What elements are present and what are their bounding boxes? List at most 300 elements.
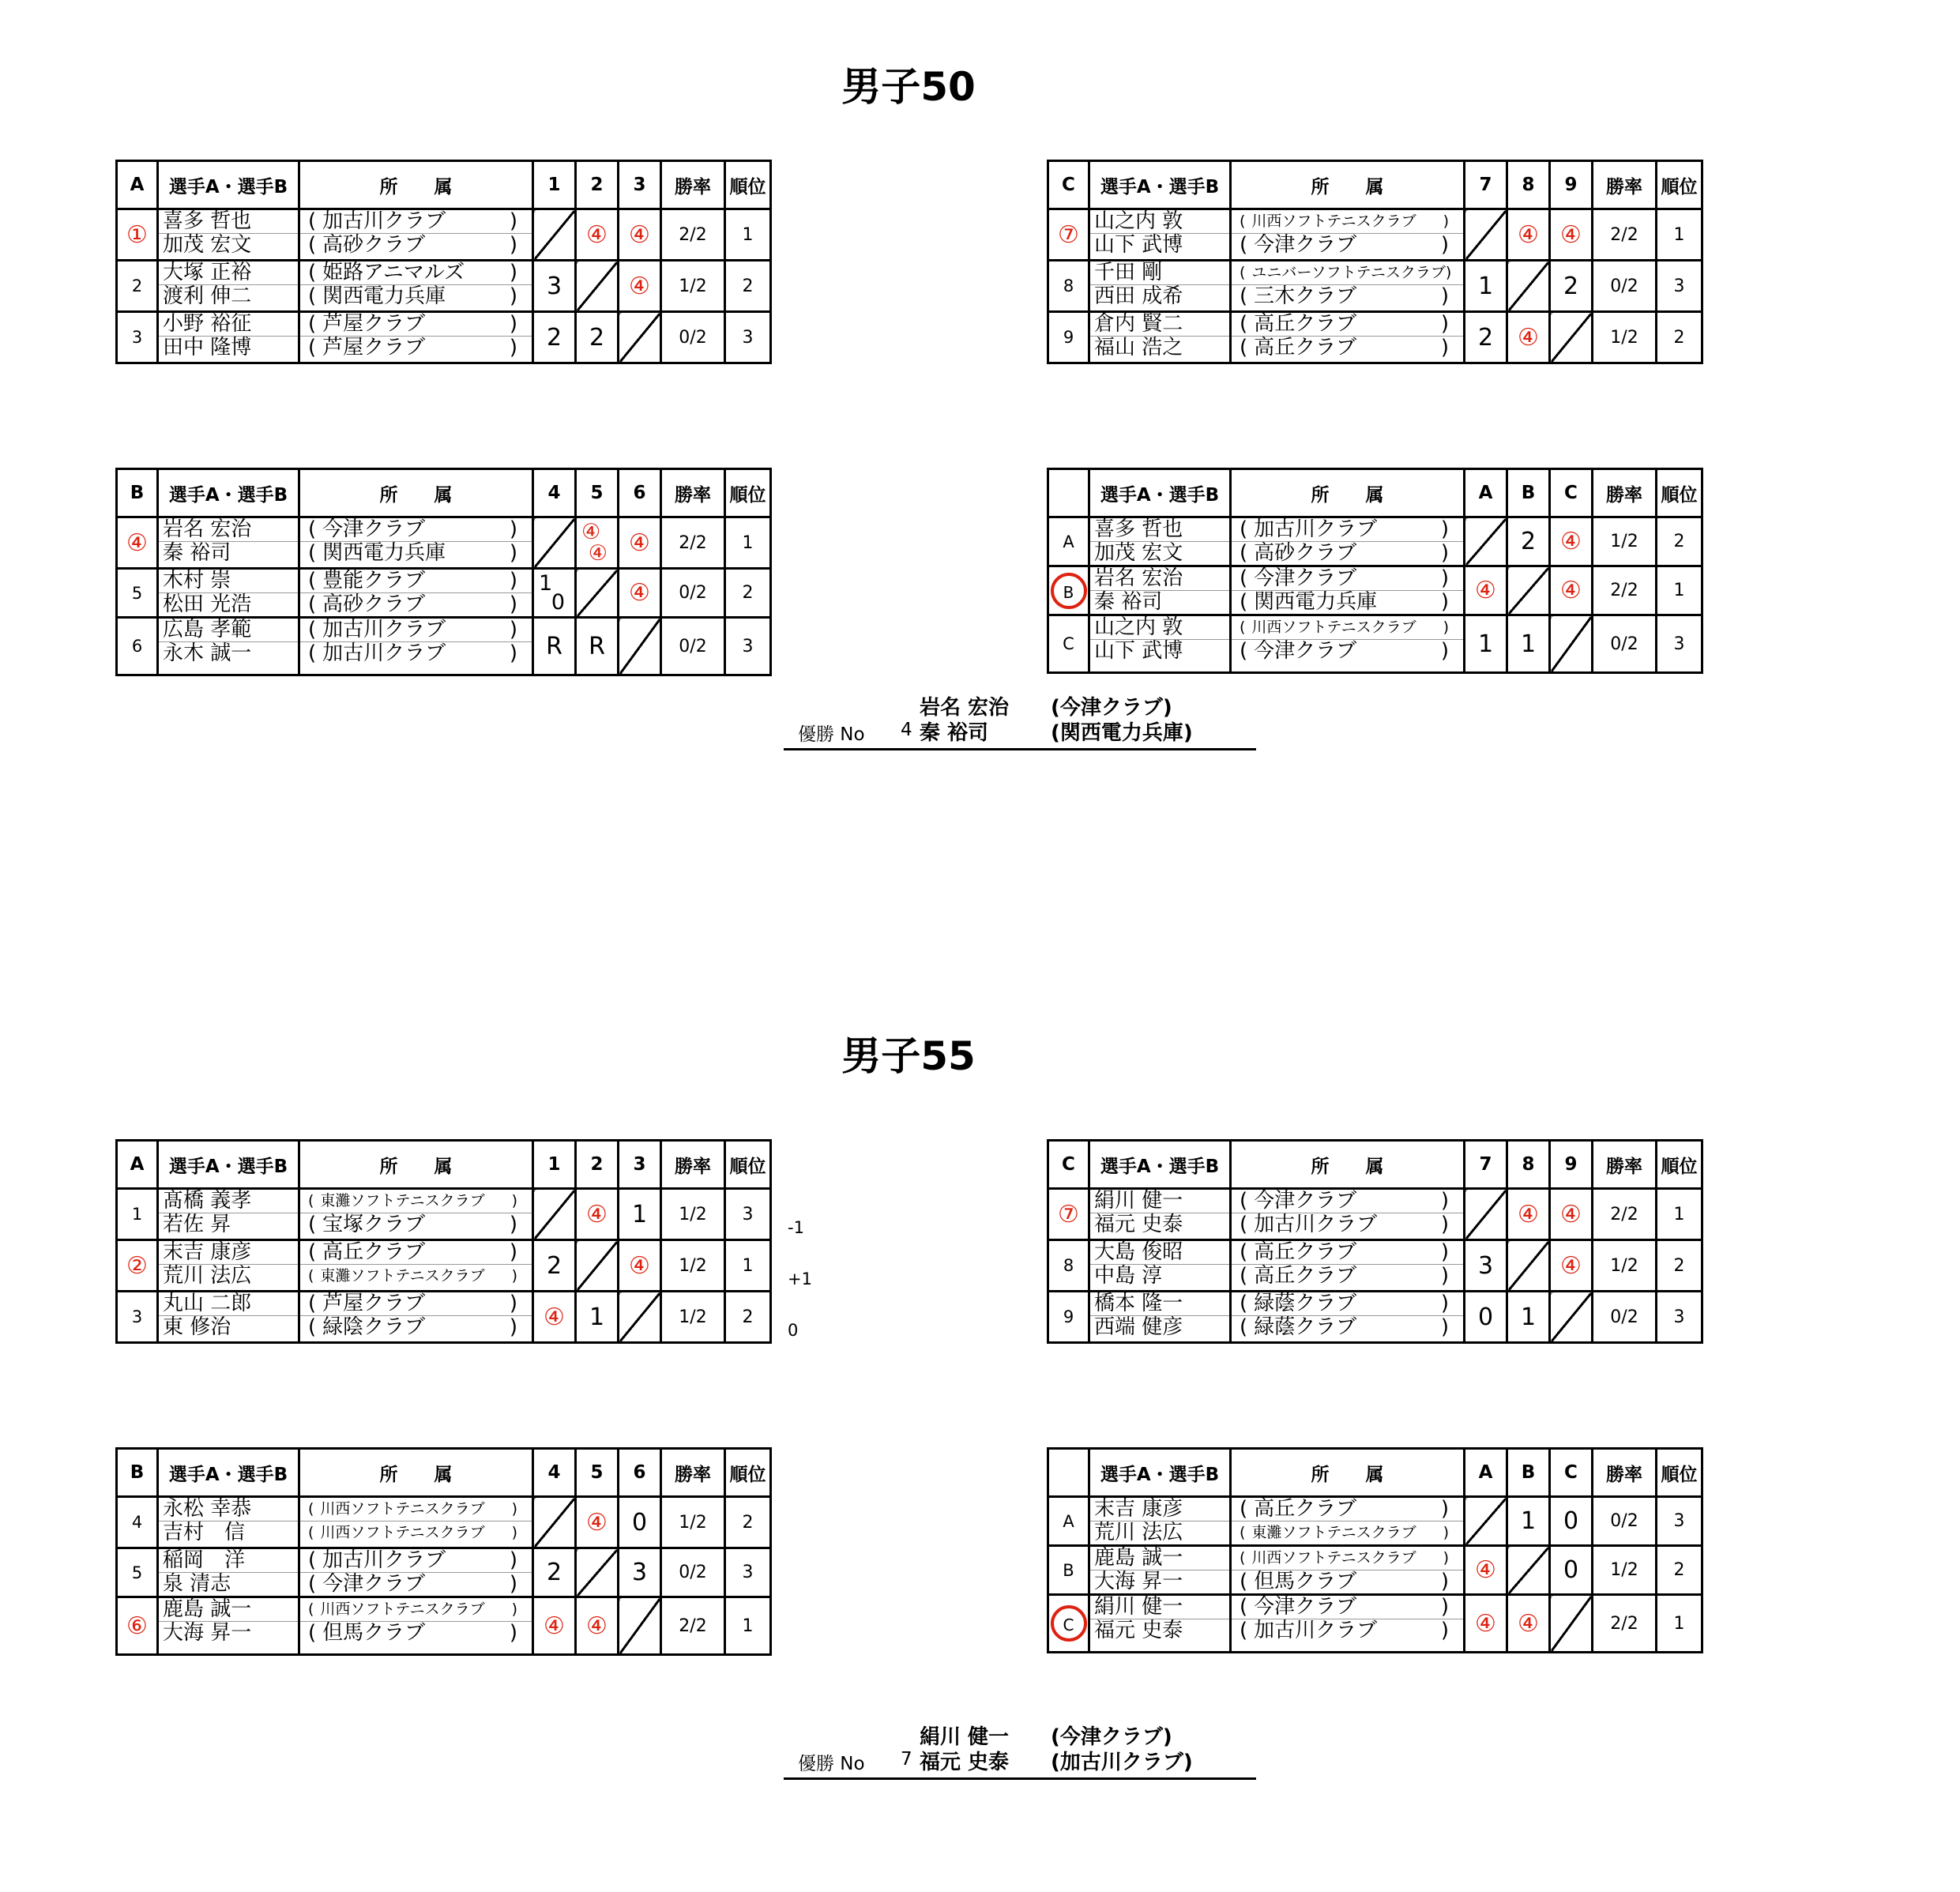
adjust-note: 0	[788, 1321, 799, 1340]
paren-open: (	[1240, 567, 1248, 590]
winner-line	[784, 1721, 1256, 1780]
paren-open: (	[308, 1500, 314, 1518]
paren-close: )	[511, 1500, 517, 1518]
game-score: 1	[1477, 272, 1494, 300]
players-cell	[158, 517, 299, 569]
paren-open: (	[308, 1524, 314, 1541]
game-score: ④	[1560, 577, 1582, 604]
score-cell	[619, 1497, 661, 1548]
club-line	[1232, 285, 1463, 308]
score-cell	[619, 1240, 661, 1292]
self-match-cell	[1507, 261, 1550, 312]
paren-close: )	[509, 642, 517, 665]
header-cell	[1048, 1449, 1089, 1497]
club-line	[1232, 518, 1463, 542]
player-b: 西田 成希	[1094, 285, 1183, 308]
paren-open: (	[308, 1549, 317, 1572]
entry-id-label: ⑦	[1058, 1200, 1079, 1228]
winner-club-a: (今津クラブ)	[1051, 696, 1172, 720]
self-match-cell	[533, 1189, 576, 1240]
win-rate: 0/2	[1593, 1292, 1657, 1343]
club-line	[300, 518, 532, 542]
header-cell: 所 属	[299, 469, 533, 517]
club-line	[1232, 1570, 1463, 1593]
players-cell	[1089, 312, 1231, 363]
club-line	[300, 1213, 532, 1236]
rank: 2	[1657, 312, 1702, 363]
player-a: 倉内 賢二	[1090, 313, 1229, 337]
rank: 1	[1657, 566, 1702, 615]
players-cell	[158, 618, 299, 675]
club-line	[1232, 1241, 1463, 1265]
paren-open: (	[1240, 1213, 1248, 1236]
header-cell: 勝率	[1593, 161, 1657, 209]
score-cell	[1465, 261, 1507, 312]
win-rate: 1/2	[661, 261, 725, 312]
paren-open: (	[1240, 264, 1246, 281]
paren-open: (	[1240, 213, 1246, 230]
paren-close: )	[1440, 542, 1449, 565]
club-cell	[299, 209, 533, 261]
game-score: 3	[631, 1559, 648, 1586]
section-title: 男子50	[841, 64, 976, 110]
win-rate: 0/2	[661, 312, 725, 363]
game-score: 0	[631, 1508, 648, 1537]
header-cell: 2	[576, 1141, 619, 1189]
players-cell	[1089, 1497, 1231, 1546]
entry-id-label: 6	[131, 637, 143, 656]
score-cell	[1507, 1595, 1550, 1653]
league-table	[1047, 160, 1703, 364]
win-rate: 1/2	[661, 1292, 725, 1343]
paren-close: )	[1443, 1524, 1449, 1541]
club-line	[1232, 1619, 1463, 1642]
game-score: 2	[589, 323, 605, 352]
entry-id-label: 1	[131, 1205, 143, 1224]
entry-id-label: ①	[126, 220, 148, 249]
player-a: 大島 俊昭	[1090, 1241, 1229, 1265]
table-row	[117, 1240, 771, 1292]
players-cell	[158, 569, 299, 618]
entry-id	[117, 1292, 158, 1343]
self-match-cell	[533, 517, 576, 569]
paren-open: (	[1240, 1498, 1248, 1521]
club-name: 今津クラブ	[1254, 1190, 1357, 1213]
entry-id	[1048, 261, 1089, 312]
rank: 3	[1657, 1292, 1702, 1343]
player-a: 丸山 二郎	[159, 1292, 298, 1316]
score-cell	[1507, 1189, 1550, 1240]
player-a: 髙橋 義孝	[159, 1190, 298, 1213]
paren-open: (	[1240, 1316, 1248, 1339]
entry-id-label: 8	[1063, 276, 1074, 295]
league-table	[1047, 1447, 1703, 1653]
paren-close: )	[509, 261, 517, 284]
header-cell: A	[117, 161, 158, 209]
paren-close: )	[509, 1549, 517, 1572]
club-cell	[299, 1497, 533, 1548]
win-rate: 2/2	[1593, 566, 1657, 615]
rank: 1	[725, 1597, 771, 1655]
club-name: 高丘クラブ	[322, 1241, 426, 1264]
table-row	[1048, 209, 1702, 261]
paren-close: )	[509, 1573, 517, 1596]
club-cell	[1231, 1292, 1465, 1343]
self-match-cell	[619, 1292, 661, 1343]
header-cell: 4	[533, 1449, 576, 1497]
win-rate: 2/2	[661, 209, 725, 261]
game-score: 1	[1520, 1303, 1537, 1331]
game-score: ④	[544, 1303, 565, 1331]
table-row	[1048, 312, 1702, 363]
entry-id-label: 3	[131, 328, 143, 347]
game-score: R	[546, 632, 562, 660]
paren-open: (	[1240, 1596, 1248, 1619]
entry-id	[1048, 312, 1089, 363]
club-name: 高丘クラブ	[1254, 313, 1357, 336]
self-match-cell	[576, 1240, 619, 1292]
winner-player-a: 絹川 健一	[920, 1725, 1010, 1749]
table-row	[117, 1597, 771, 1655]
club-cell	[1231, 261, 1465, 312]
rank: 1	[725, 1240, 771, 1292]
paren-close: )	[1440, 591, 1449, 614]
score-cell	[1550, 1240, 1593, 1292]
paren-open: (	[308, 1192, 314, 1209]
table-row	[117, 312, 771, 363]
self-match-cell	[1550, 312, 1593, 363]
entry-id	[117, 517, 158, 569]
paren-open: (	[1240, 1524, 1246, 1541]
club-cell	[299, 569, 533, 618]
club-cell	[299, 312, 533, 363]
header-cell: 1	[533, 1141, 576, 1189]
table-row	[1048, 1595, 1702, 1653]
player-a: 山之内 敦	[1090, 210, 1229, 234]
header-cell: 3	[619, 161, 661, 209]
header-cell: 所 属	[299, 161, 533, 209]
rank: 3	[725, 312, 771, 363]
paren-open: (	[308, 261, 317, 284]
paren-open: (	[308, 313, 317, 336]
league-table	[115, 1139, 772, 1344]
paren-close: )	[511, 1192, 517, 1209]
header-cell: 7	[1465, 161, 1507, 209]
game-score: ④	[586, 220, 608, 249]
game-score: ④	[629, 579, 650, 607]
players-cell	[1089, 1546, 1231, 1595]
self-match-cell	[619, 618, 661, 675]
score-cell	[533, 312, 576, 363]
paren-close: )	[1440, 1570, 1449, 1593]
club-line	[1232, 1190, 1463, 1213]
players-cell	[158, 209, 299, 261]
club-name: 高砂クラブ	[322, 593, 426, 616]
paren-open: (	[308, 1573, 317, 1596]
paren-open: (	[308, 1241, 317, 1264]
paren-close: )	[509, 1316, 517, 1339]
header-cell: 9	[1550, 1141, 1593, 1189]
club-line	[1232, 234, 1463, 257]
score-cell	[576, 1292, 619, 1343]
header-cell: 選手A・選手B	[1089, 469, 1231, 517]
header-cell: 所 属	[1231, 469, 1465, 517]
entry-id-label: C	[1063, 634, 1074, 653]
players-cell	[1089, 517, 1231, 566]
score-cell	[576, 1597, 619, 1655]
paren-open: (	[1240, 1619, 1248, 1642]
rank: 2	[725, 1497, 771, 1548]
win-rate: 0/2	[1593, 615, 1657, 673]
player-b: 泉 清志	[163, 1573, 231, 1596]
self-match-cell	[576, 1548, 619, 1597]
players-cell	[158, 1292, 299, 1343]
club-name: 東灘ソフトテニスクラブ	[1251, 1524, 1416, 1541]
club-line	[300, 1549, 532, 1573]
self-match-cell	[576, 261, 619, 312]
player-b: 荒川 法広	[1094, 1521, 1183, 1544]
club-name: 今津クラブ	[1254, 640, 1357, 663]
game-score: ④	[1518, 1609, 1539, 1638]
player-a: 広島 孝範	[159, 619, 298, 642]
paren-open: (	[1240, 1265, 1248, 1288]
paren-close: )	[509, 234, 517, 257]
club-line	[300, 1622, 532, 1645]
game-score: ④	[629, 272, 650, 300]
club-line	[1232, 1596, 1463, 1619]
paren-close: )	[1440, 640, 1449, 663]
club-name: 緑蔭クラブ	[1254, 1316, 1357, 1339]
club-line	[1232, 1213, 1463, 1236]
paren-close: )	[509, 210, 517, 233]
club-line	[300, 1598, 532, 1622]
game-score: ④	[1518, 1200, 1539, 1228]
paren-close: )	[1440, 567, 1449, 590]
club-line	[1232, 542, 1463, 565]
league-table	[115, 468, 772, 676]
club-line	[1232, 1521, 1463, 1544]
win-rate: 1/2	[661, 1240, 725, 1292]
club-name: 川西ソフトテニスクラブ	[1251, 1549, 1416, 1567]
paren-close: )	[1445, 264, 1452, 281]
entry-id-label: ④	[126, 528, 148, 557]
header-cell: 3	[619, 1141, 661, 1189]
score-cell	[533, 1548, 576, 1597]
rank: 1	[1657, 209, 1702, 261]
club-line	[300, 337, 532, 359]
table-row	[117, 1548, 771, 1597]
club-name: 芦屋クラブ	[322, 1292, 426, 1315]
header-cell: 所 属	[299, 1141, 533, 1189]
header-cell: 勝率	[661, 469, 725, 517]
player-b: 加茂 宏文	[1094, 542, 1183, 565]
club-line	[1232, 261, 1463, 285]
table-row	[1048, 615, 1702, 673]
club-name: 川西ソフトテニスクラブ	[320, 1524, 485, 1541]
header-cell: 1	[533, 161, 576, 209]
header-cell: B	[117, 469, 158, 517]
paren-close: )	[509, 337, 517, 359]
game-score: ④	[1475, 577, 1496, 604]
paren-close: )	[1443, 213, 1449, 230]
paren-close: )	[1440, 337, 1449, 359]
entry-id-label: ⑥	[126, 1612, 148, 1640]
club-cell	[1231, 566, 1465, 615]
self-match-cell	[1550, 1292, 1593, 1343]
club-line	[1232, 567, 1463, 591]
club-name: 川西ソフトテニスクラブ	[320, 1600, 485, 1618]
club-cell	[1231, 312, 1465, 363]
header-cell: 勝率	[661, 1449, 725, 1497]
paren-close: )	[509, 619, 517, 641]
game-score: 0	[1477, 1303, 1494, 1331]
club-line	[1232, 337, 1463, 359]
header-cell: 勝率	[661, 161, 725, 209]
club-line	[300, 619, 532, 642]
header-cell: C	[1048, 1141, 1089, 1189]
section-title: 男子55	[841, 1033, 976, 1079]
paren-open: (	[308, 285, 317, 308]
player-b: 大海 昇一	[1094, 1570, 1183, 1593]
header-cell: B	[117, 1449, 158, 1497]
entry-id	[117, 261, 158, 312]
table-row	[1048, 1546, 1702, 1595]
game-score: 2	[1520, 528, 1537, 555]
paren-close: )	[1440, 1292, 1449, 1315]
game-score: 1	[539, 571, 553, 596]
league-table	[115, 160, 772, 364]
header-cell: 選手A・選手B	[158, 1141, 299, 1189]
win-rate: 2/2	[1593, 1189, 1657, 1240]
rank: 1	[1657, 1595, 1702, 1653]
paren-open: (	[1240, 337, 1248, 359]
club-name: 加古川クラブ	[322, 1549, 446, 1572]
score-cell	[619, 1189, 661, 1240]
club-name: 加古川クラブ	[322, 210, 446, 233]
game-score: ④	[1560, 528, 1582, 555]
game-score: ④	[629, 220, 650, 249]
rank: 1	[725, 517, 771, 569]
club-line	[1232, 1292, 1463, 1316]
score-cell	[1550, 261, 1593, 312]
club-line	[300, 285, 532, 308]
rank: 3	[725, 618, 771, 675]
player-a: 岩名 宏治	[1090, 567, 1229, 591]
players-cell	[1089, 1292, 1231, 1343]
club-line	[1232, 1547, 1463, 1570]
score-cell	[1465, 312, 1507, 363]
player-a: 喜多 哲也	[1090, 518, 1229, 542]
game-score: 2	[546, 323, 562, 352]
score-cell	[1550, 1497, 1593, 1546]
player-a: 稲岡 洋	[159, 1549, 298, 1573]
player-b: 山下 武博	[1094, 234, 1183, 257]
club-name: 加古川クラブ	[1254, 1213, 1378, 1236]
club-name: 高砂クラブ	[322, 234, 426, 257]
header-cell: 順位	[1657, 161, 1702, 209]
player-b: 福元 史泰	[1094, 1619, 1183, 1642]
paren-close: )	[509, 1241, 517, 1264]
table-row	[1048, 1189, 1702, 1240]
paren-close: )	[1440, 518, 1449, 541]
self-match-cell	[1507, 566, 1550, 615]
paren-close: )	[509, 542, 517, 565]
entry-id-label: 2	[131, 276, 143, 295]
entry-id-label: ⑦	[1058, 220, 1079, 249]
score-cell	[1550, 1189, 1593, 1240]
win-rate: 1/2	[1593, 517, 1657, 566]
game-score: 0	[551, 590, 565, 615]
score-cell	[576, 618, 619, 675]
club-name: 高丘クラブ	[1254, 337, 1357, 359]
score-cell	[1465, 1292, 1507, 1343]
paren-close: )	[509, 285, 517, 308]
rank: 1	[1657, 1189, 1702, 1240]
paren-open: (	[1240, 1570, 1248, 1593]
player-b: 松田 光浩	[163, 593, 252, 616]
club-cell	[299, 1548, 533, 1597]
score-cell	[533, 1597, 576, 1655]
rank: 1	[725, 209, 771, 261]
paren-open: (	[308, 1316, 317, 1339]
win-rate: 2/2	[1593, 1595, 1657, 1653]
player-b: 秦 裕司	[163, 542, 231, 565]
club-cell	[1231, 1595, 1465, 1653]
win-rate: 0/2	[661, 1548, 725, 1597]
header-cell: 所 属	[1231, 1449, 1465, 1497]
table-row	[117, 209, 771, 261]
club-cell	[299, 1292, 533, 1343]
club-cell	[299, 517, 533, 569]
game-score: 0	[1563, 1556, 1579, 1584]
club-name: 豊能クラブ	[322, 570, 426, 592]
game-score: 3	[1477, 1251, 1494, 1280]
score-cell	[619, 517, 661, 569]
rank: 3	[1657, 261, 1702, 312]
header-cell: 勝率	[1593, 469, 1657, 517]
club-name: 高砂クラブ	[1254, 542, 1357, 565]
score-cell	[1550, 1546, 1593, 1595]
winner-club-b: (加古川クラブ)	[1051, 1751, 1193, 1774]
entry-id	[1048, 1497, 1089, 1546]
paren-open: (	[308, 570, 317, 592]
table-row	[1048, 1292, 1702, 1343]
score-cell	[1550, 517, 1593, 566]
paren-open: (	[308, 210, 317, 233]
game-score: ④	[588, 541, 608, 566]
paren-close: )	[1440, 1619, 1449, 1642]
header-cell	[1048, 469, 1089, 517]
club-name: 宝塚クラブ	[322, 1213, 426, 1236]
club-name: 関西電力兵庫	[1254, 591, 1378, 614]
club-name: 川西ソフトテニスクラブ	[1251, 619, 1416, 636]
club-name: 川西ソフトテニスクラブ	[320, 1500, 485, 1518]
paren-close: )	[511, 1524, 517, 1541]
table-row	[117, 1189, 771, 1240]
game-score: ④	[1475, 1609, 1496, 1638]
club-name: 加古川クラブ	[1254, 1619, 1378, 1642]
rank: 3	[725, 1189, 771, 1240]
table-row	[1048, 517, 1702, 566]
table-row	[1048, 1240, 1702, 1292]
self-match-cell	[1465, 1497, 1507, 1546]
paren-close: )	[509, 1292, 517, 1315]
club-cell	[1231, 1546, 1465, 1595]
league-table	[1047, 468, 1703, 674]
winner-player-b: 福元 史泰	[920, 1751, 1010, 1774]
paren-open: (	[308, 1292, 317, 1315]
entry-id-label: 5	[131, 1563, 143, 1582]
